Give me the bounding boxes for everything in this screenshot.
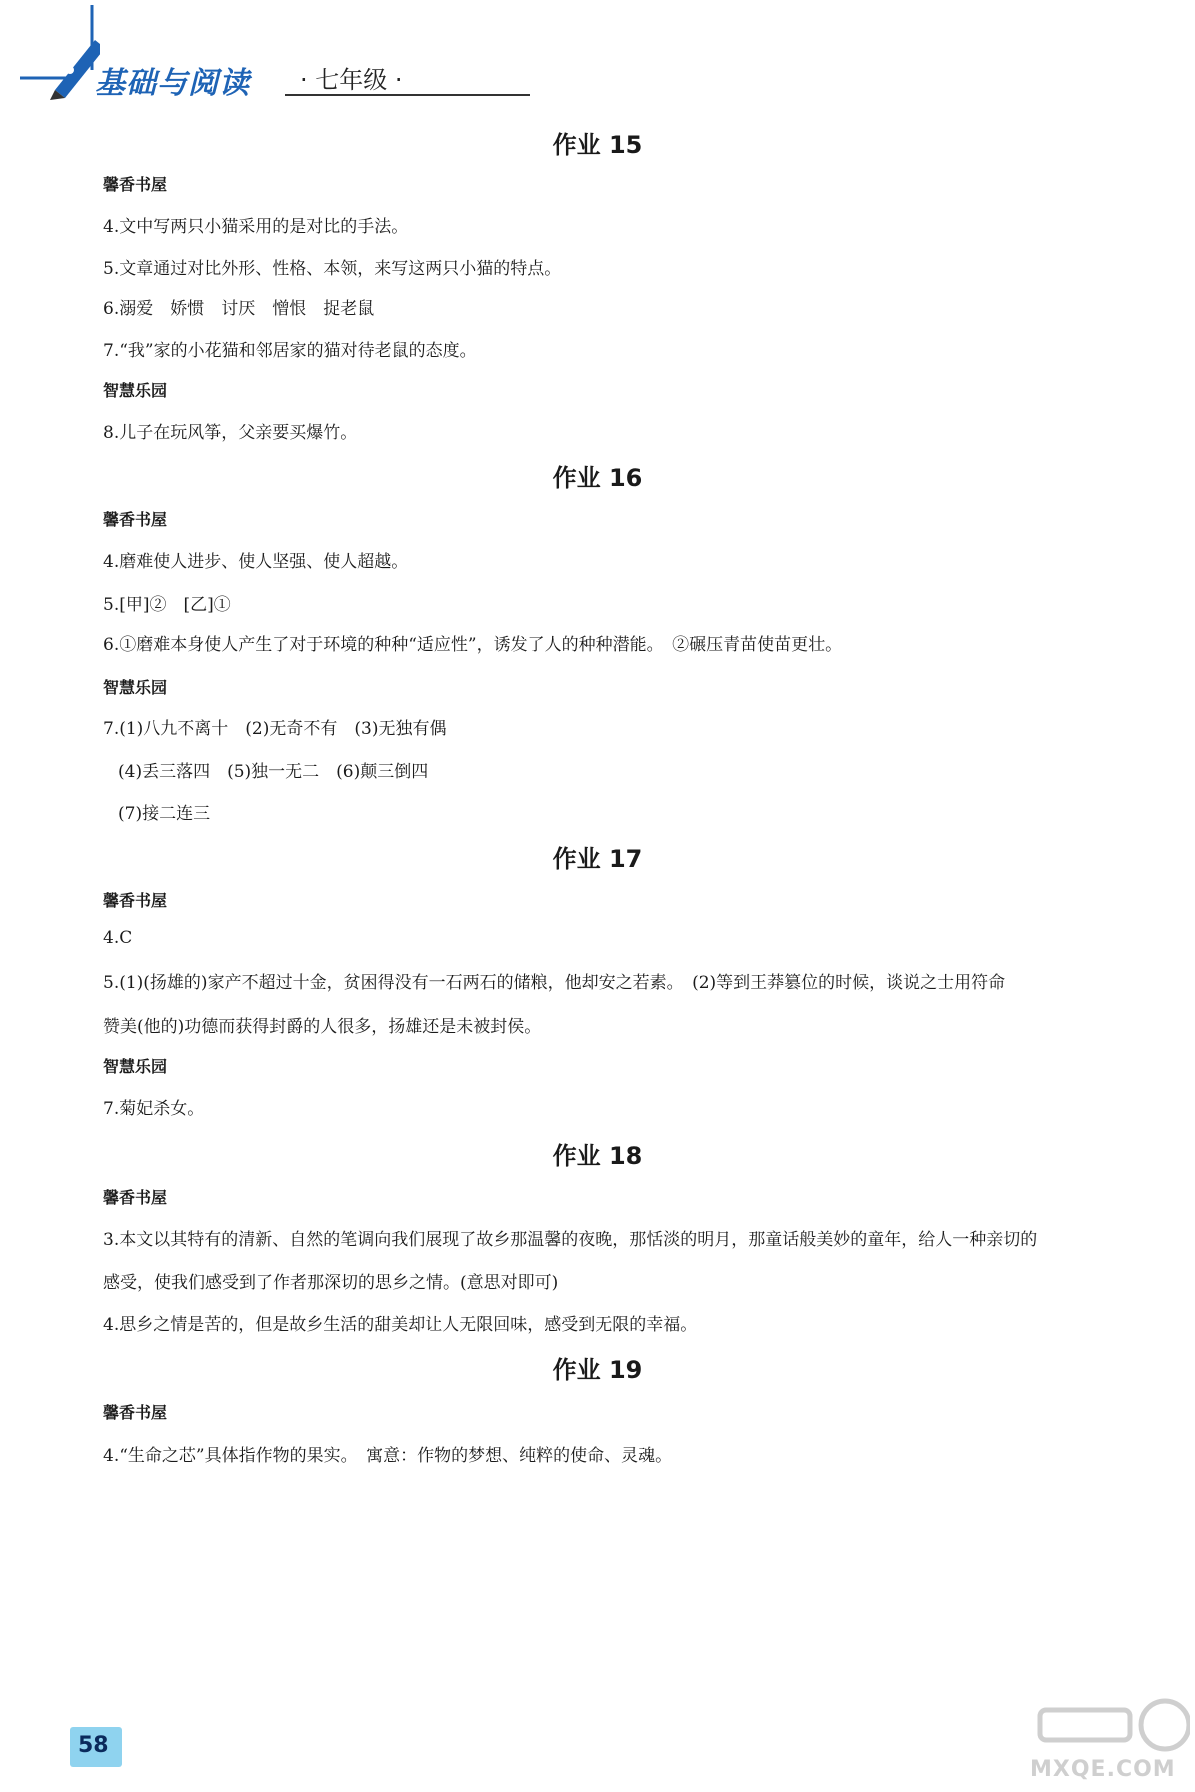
section-title: 作业 16 (552, 464, 643, 492)
answer-line: 3.本文以其特有的清新、自然的笔调向我们展现了故乡那温馨的夜晚，那恬淡的明月，那童话般美妙的童年，给人一种亲切的 (103, 1230, 1038, 1250)
section-subtitle: 馨香书屋 (103, 1403, 168, 1422)
answer-line: 4.文中写两只小猫采用的是对比的手法。 (103, 217, 409, 237)
section-subtitle: 馨香书屋 (103, 175, 168, 194)
section-subtitle: 智慧乐园 (103, 381, 168, 400)
section-subtitle: 馨香书屋 (103, 1188, 168, 1207)
watermark (1030, 1695, 1190, 1785)
answer-line: (7)接二连三 (118, 804, 211, 824)
answer-line: (4)丢三落四 (5)独一无二 (6)颠三倒四 (118, 762, 429, 782)
section-subtitle: 智慧乐园 (103, 1057, 168, 1076)
watermark-text: MXQE.COM (1030, 1757, 1176, 1782)
grade-label: · 七年级 · (300, 66, 403, 94)
section-title: 作业 19 (552, 1356, 643, 1384)
page-number: 58 (78, 1733, 109, 1758)
header-rule (285, 94, 530, 96)
page-header (0, 0, 600, 110)
answer-line: 7.菊妃杀女。 (103, 1099, 205, 1119)
answer-line: 5.[甲]② [乙]① (103, 595, 231, 615)
answer-line: 5.文章通过对比外形、性格、本领，来写这两只小猫的特点。 (103, 259, 562, 279)
page-number-badge (70, 1727, 122, 1767)
section-title: 作业 18 (552, 1142, 643, 1170)
answer-line: 4.思乡之情是苦的，但是故乡生活的甜美却让人无限回味，感受到无限的幸福。 (103, 1315, 698, 1335)
section-title: 作业 17 (552, 845, 643, 873)
answer-line: 4.磨难使人进步、使人坚强、使人超越。 (103, 552, 409, 572)
book-title: 基础与阅读 (95, 66, 250, 101)
answer-line: 6.①磨难本身使人产生了对于环境的种种“适应性”，诱发了人的种种潜能。 ②碾压青苗使苗更壮。 (103, 635, 843, 655)
watermark-logo-icon (1030, 1695, 1190, 1755)
answer-line: 4.C (103, 928, 133, 948)
answer-line: 7.(1)八九不离十 (2)无奇不有 (3)无独有偶 (103, 719, 447, 739)
section-subtitle: 智慧乐园 (103, 678, 168, 697)
answer-line: 8.儿子在玩风筝，父亲要买爆竹。 (103, 423, 358, 443)
answer-line: 5.(1)(扬雄的)家产不超过十金，贫困得没有一石两石的储粮，他却安之若素。 (2)等到王莽篡位的时候，谈说之士用符命 (103, 973, 1006, 993)
answer-line: 赞美(他的)功德而获得封爵的人很多，扬雄还是未被封侯。 (103, 1017, 542, 1037)
answer-line: 感受，使我们感受到了作者那深切的思乡之情。(意思对即可) (103, 1273, 559, 1293)
section-subtitle: 馨香书屋 (103, 891, 168, 910)
pen-logo-icon (10, 0, 100, 110)
answer-line: 7.“我”家的小花猫和邻居家的猫对待老鼠的态度。 (103, 341, 477, 361)
section-subtitle: 馨香书屋 (103, 510, 168, 529)
answer-line: 4.“生命之芯”具体指作物的果实。 寓意：作物的梦想、纯粹的使命、灵魂。 (103, 1446, 673, 1466)
section-title: 作业 15 (552, 131, 643, 159)
answer-line: 6.溺爱 娇惯 讨厌 憎恨 捉老鼠 (103, 299, 375, 319)
